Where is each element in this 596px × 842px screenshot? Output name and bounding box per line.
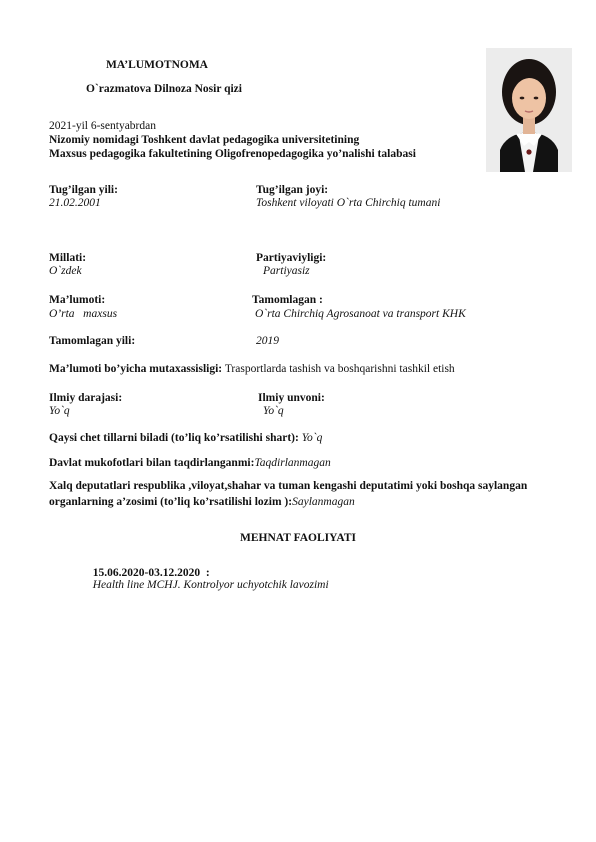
party-value: Partiyasiz — [263, 265, 310, 277]
awards-line — [49, 457, 331, 469]
education-label: Ma’lumoti: — [49, 294, 106, 306]
education-value: O’rta maxsus — [49, 308, 118, 320]
deputy-line-2 — [49, 496, 355, 508]
deputy-label-line-1: Xalq deputatlari respublika ,viloyat,shahar va tuman kengashi deputatimi yoki boshqa saylangan — [49, 480, 528, 492]
nationality-label: Millati: — [49, 252, 87, 264]
grad-year-value: 2019 — [256, 335, 279, 347]
party-label: Partiyaviyligi: — [256, 252, 327, 264]
degree-value: Yo`q — [49, 405, 70, 417]
deputy-label-line-2: organlarning a’zosimi (to’liq ko’rsatilishi lozim ): — [49, 496, 293, 508]
birth-place-label: Tug’ilgan joyi: — [256, 184, 329, 196]
degree-label: Ilmiy darajasi: — [49, 392, 123, 404]
work-entry-description: Health line MCHJ. Kontrolyor uchyotchik lavozimi — [92, 579, 329, 591]
rank-value: Yo`q — [263, 405, 284, 417]
document-title: MA’LUMOTNOMA — [106, 59, 208, 71]
birth-date-label: Tug’ilgan yili: — [49, 184, 118, 196]
portrait-photo — [486, 48, 572, 172]
portrait-image — [486, 48, 572, 172]
languages-label: Qaysi chet tillarni biladi (to’liq ko’rsatilishi shart): — [49, 432, 299, 444]
work-entry-period: 15.06.2020-03.12.2020 : — [92, 567, 210, 579]
grad-year-label: Tamomlagan yili: — [49, 335, 136, 347]
work-heading: MEHNAT FAOLIYATI — [240, 532, 356, 544]
graduated-value: O`rta Chirchiq Agrosanoat va transport KHK — [255, 308, 466, 320]
university-line: Nizomiy nomidagi Toshkent davlat pedagogika universitetining — [49, 134, 360, 146]
graduated-label: Tamomlagan : — [252, 294, 323, 306]
nationality-value: O`zdek — [49, 265, 82, 277]
languages-value: Yo`q — [301, 432, 323, 444]
languages-line — [49, 432, 322, 444]
since-date: 2021-yil 6-sentyabrdan — [49, 120, 156, 132]
birth-place-value: Toshkent viloyati O`rta Chirchiq tumani — [256, 197, 441, 209]
faculty-line: Maxsus pedagogika fakultetining Oligofrenopedagogika yo’nalishi talabasi — [49, 148, 416, 160]
deputy-value: Saylanmagan — [292, 496, 355, 508]
full-name: O`razmatova Dilnoza Nosir qizi — [86, 83, 242, 95]
rank-label: Ilmiy unvoni: — [258, 392, 325, 404]
work-entry — [87, 555, 329, 591]
birth-date-value: 21.02.2001 — [49, 197, 101, 209]
awards-label: Davlat mukofotlari bilan taqdirlanganmi: — [49, 457, 255, 469]
awards-value: Taqdirlanmagan — [254, 457, 331, 469]
specialty-label: Ma’lumoti bo’yicha mutaxassisligi: — [49, 363, 223, 375]
specialty-value: Trasportlarda tashish va boshqarishni tashkil etish — [224, 363, 455, 375]
specialty-line — [49, 363, 455, 375]
